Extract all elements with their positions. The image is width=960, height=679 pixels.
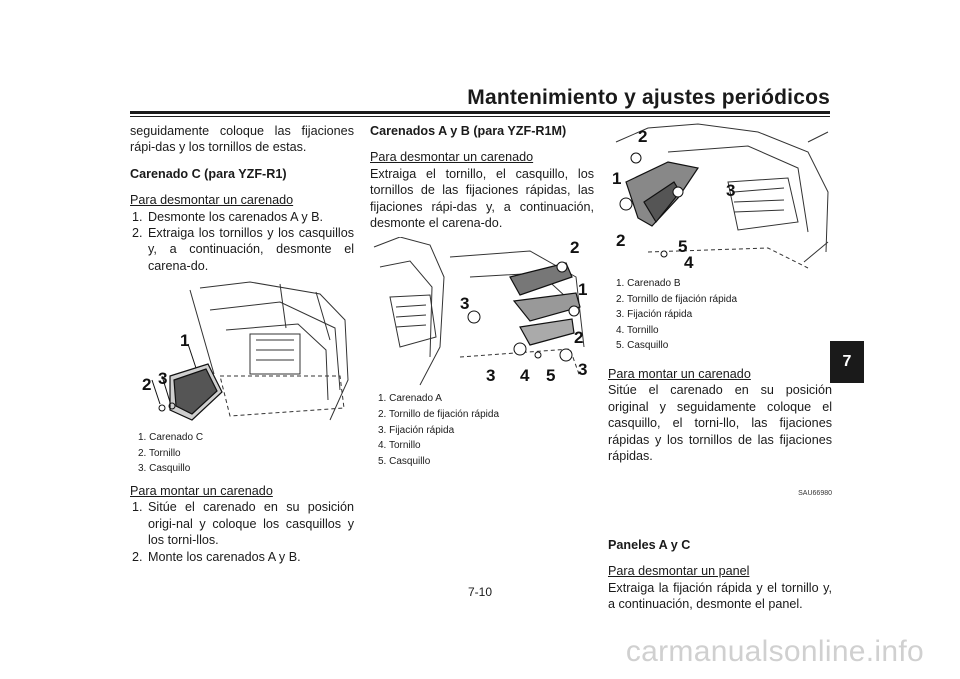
intro-text: seguidamente coloque las fijaciones rápi-das y los tornillos de estas. <box>130 124 354 155</box>
remove-text: Extraiga el tornillo, el casquillo, los tornillos de las fijaciones rápidas, las fijaciones rápi-das y, a continuación, desmonte el carena-do. <box>370 166 594 231</box>
header-rule-thin <box>130 116 830 117</box>
legend-item: 1. Carenado A <box>378 393 442 405</box>
fig-b-callout-2: 2 <box>638 127 648 146</box>
fig-a-callout-3c: 3 <box>578 360 588 380</box>
fig-a-callout-3: 3 <box>460 294 470 314</box>
legend-item: 5. Casquillo <box>616 340 669 352</box>
section-heading-panels: Paneles A y C <box>608 537 691 552</box>
section-heading-cowlings-ab: Carenados A y B (para YZF-R1M) <box>370 124 567 138</box>
legend-item: 3. Casquillo <box>138 463 191 475</box>
page-number: 7-10 <box>467 585 493 599</box>
legend-item: 2. Tornillo de fijación rápida <box>378 409 500 421</box>
fig-b-callout-3: 3 <box>726 181 736 200</box>
watermark: carmanualsonline.info <box>625 635 924 668</box>
remove-text: Extraiga la fijación rápida y el tornillo y, a continuación, desmonte el panel. <box>608 580 832 612</box>
column-2 <box>370 123 594 475</box>
fig-b-callout-2b: 2 <box>616 231 626 250</box>
legend-item: 4. Tornillo <box>616 324 659 336</box>
fig-a-callout-2b: 2 <box>574 328 584 348</box>
legend-item: 1. Carenado B <box>616 278 681 289</box>
remove-steps <box>130 209 354 275</box>
fig-c-callout-2: 2 <box>142 375 152 395</box>
fig-b-callout-5: 5 <box>678 237 688 256</box>
fig-c-callout-3: 3 <box>158 369 168 389</box>
fig-a-callout-1: 1 <box>578 280 588 300</box>
install-subheading: Para montar un carenado <box>608 366 751 381</box>
remove-subheading: Para desmontar un carenado <box>370 150 534 165</box>
figure-cowling-c <box>130 280 354 426</box>
figure-a-legend <box>378 391 594 469</box>
legend-item: 4. Tornillo <box>378 440 421 452</box>
install-text: Sitúe el carenado en su posición original y seguidamente coloque el casquillo, el torni-llo, las fijaciones rápidas y los tornillos de las fijaciones rápidas. <box>608 383 832 463</box>
legend-item: 3. Fijación rápida <box>378 424 455 436</box>
install-step-1: 1. Sitúe el carenado en su posición origi-nal y coloque los casquillos y los torni-llos. <box>146 499 354 548</box>
legend-item: 3. Fijación rápida <box>616 309 693 321</box>
remove-step-1: 1. Desmonte los carenados A y B. <box>146 209 354 225</box>
remove-subheading: Para desmontar un carenado <box>130 193 294 208</box>
fig-a-callout-2: 2 <box>570 238 580 258</box>
fig-b-callout-1: 1 <box>612 169 622 188</box>
figure-b-legend <box>616 276 832 354</box>
chapter-tab: 7 <box>830 341 864 383</box>
document-code: SAU66980 <box>798 490 832 498</box>
legend-item: 5. Casquillo <box>378 455 431 467</box>
column-1 <box>130 123 354 565</box>
column-3 <box>608 122 832 612</box>
figure-c-legend <box>138 430 354 477</box>
figure-cowling-a <box>370 237 594 387</box>
remove-subheading: Para desmontar un panel <box>608 564 750 579</box>
fig-a-callout-4: 4 <box>520 366 530 386</box>
legend-item: 2. Tornillo <box>138 447 181 459</box>
fig-a-callout-5: 5 <box>546 366 556 386</box>
remove-step-2: 2. Extraiga los tornillos y los casquillos y, a continuación, desmonte el carena-do. <box>146 225 354 274</box>
section-heading-cowling-c: Carenado C (para YZF-R1) <box>130 166 287 181</box>
legend-item: 2. Tornillo de fijación rápida <box>616 293 738 305</box>
page-title: Mantenimiento y ajustes periódicos <box>467 86 830 109</box>
fig-a-callout-3b: 3 <box>486 366 496 386</box>
header-rule <box>130 111 830 114</box>
figure-cowling-b <box>608 122 832 272</box>
legend-item: 1. Carenado C <box>138 432 204 444</box>
fig-b-callout-4: 4 <box>684 253 694 272</box>
install-subheading: Para montar un carenado <box>130 484 273 499</box>
install-step-2: 2. Monte los carenados A y B. <box>146 549 354 565</box>
fig-c-callout-1: 1 <box>180 331 190 351</box>
install-steps <box>130 499 354 565</box>
